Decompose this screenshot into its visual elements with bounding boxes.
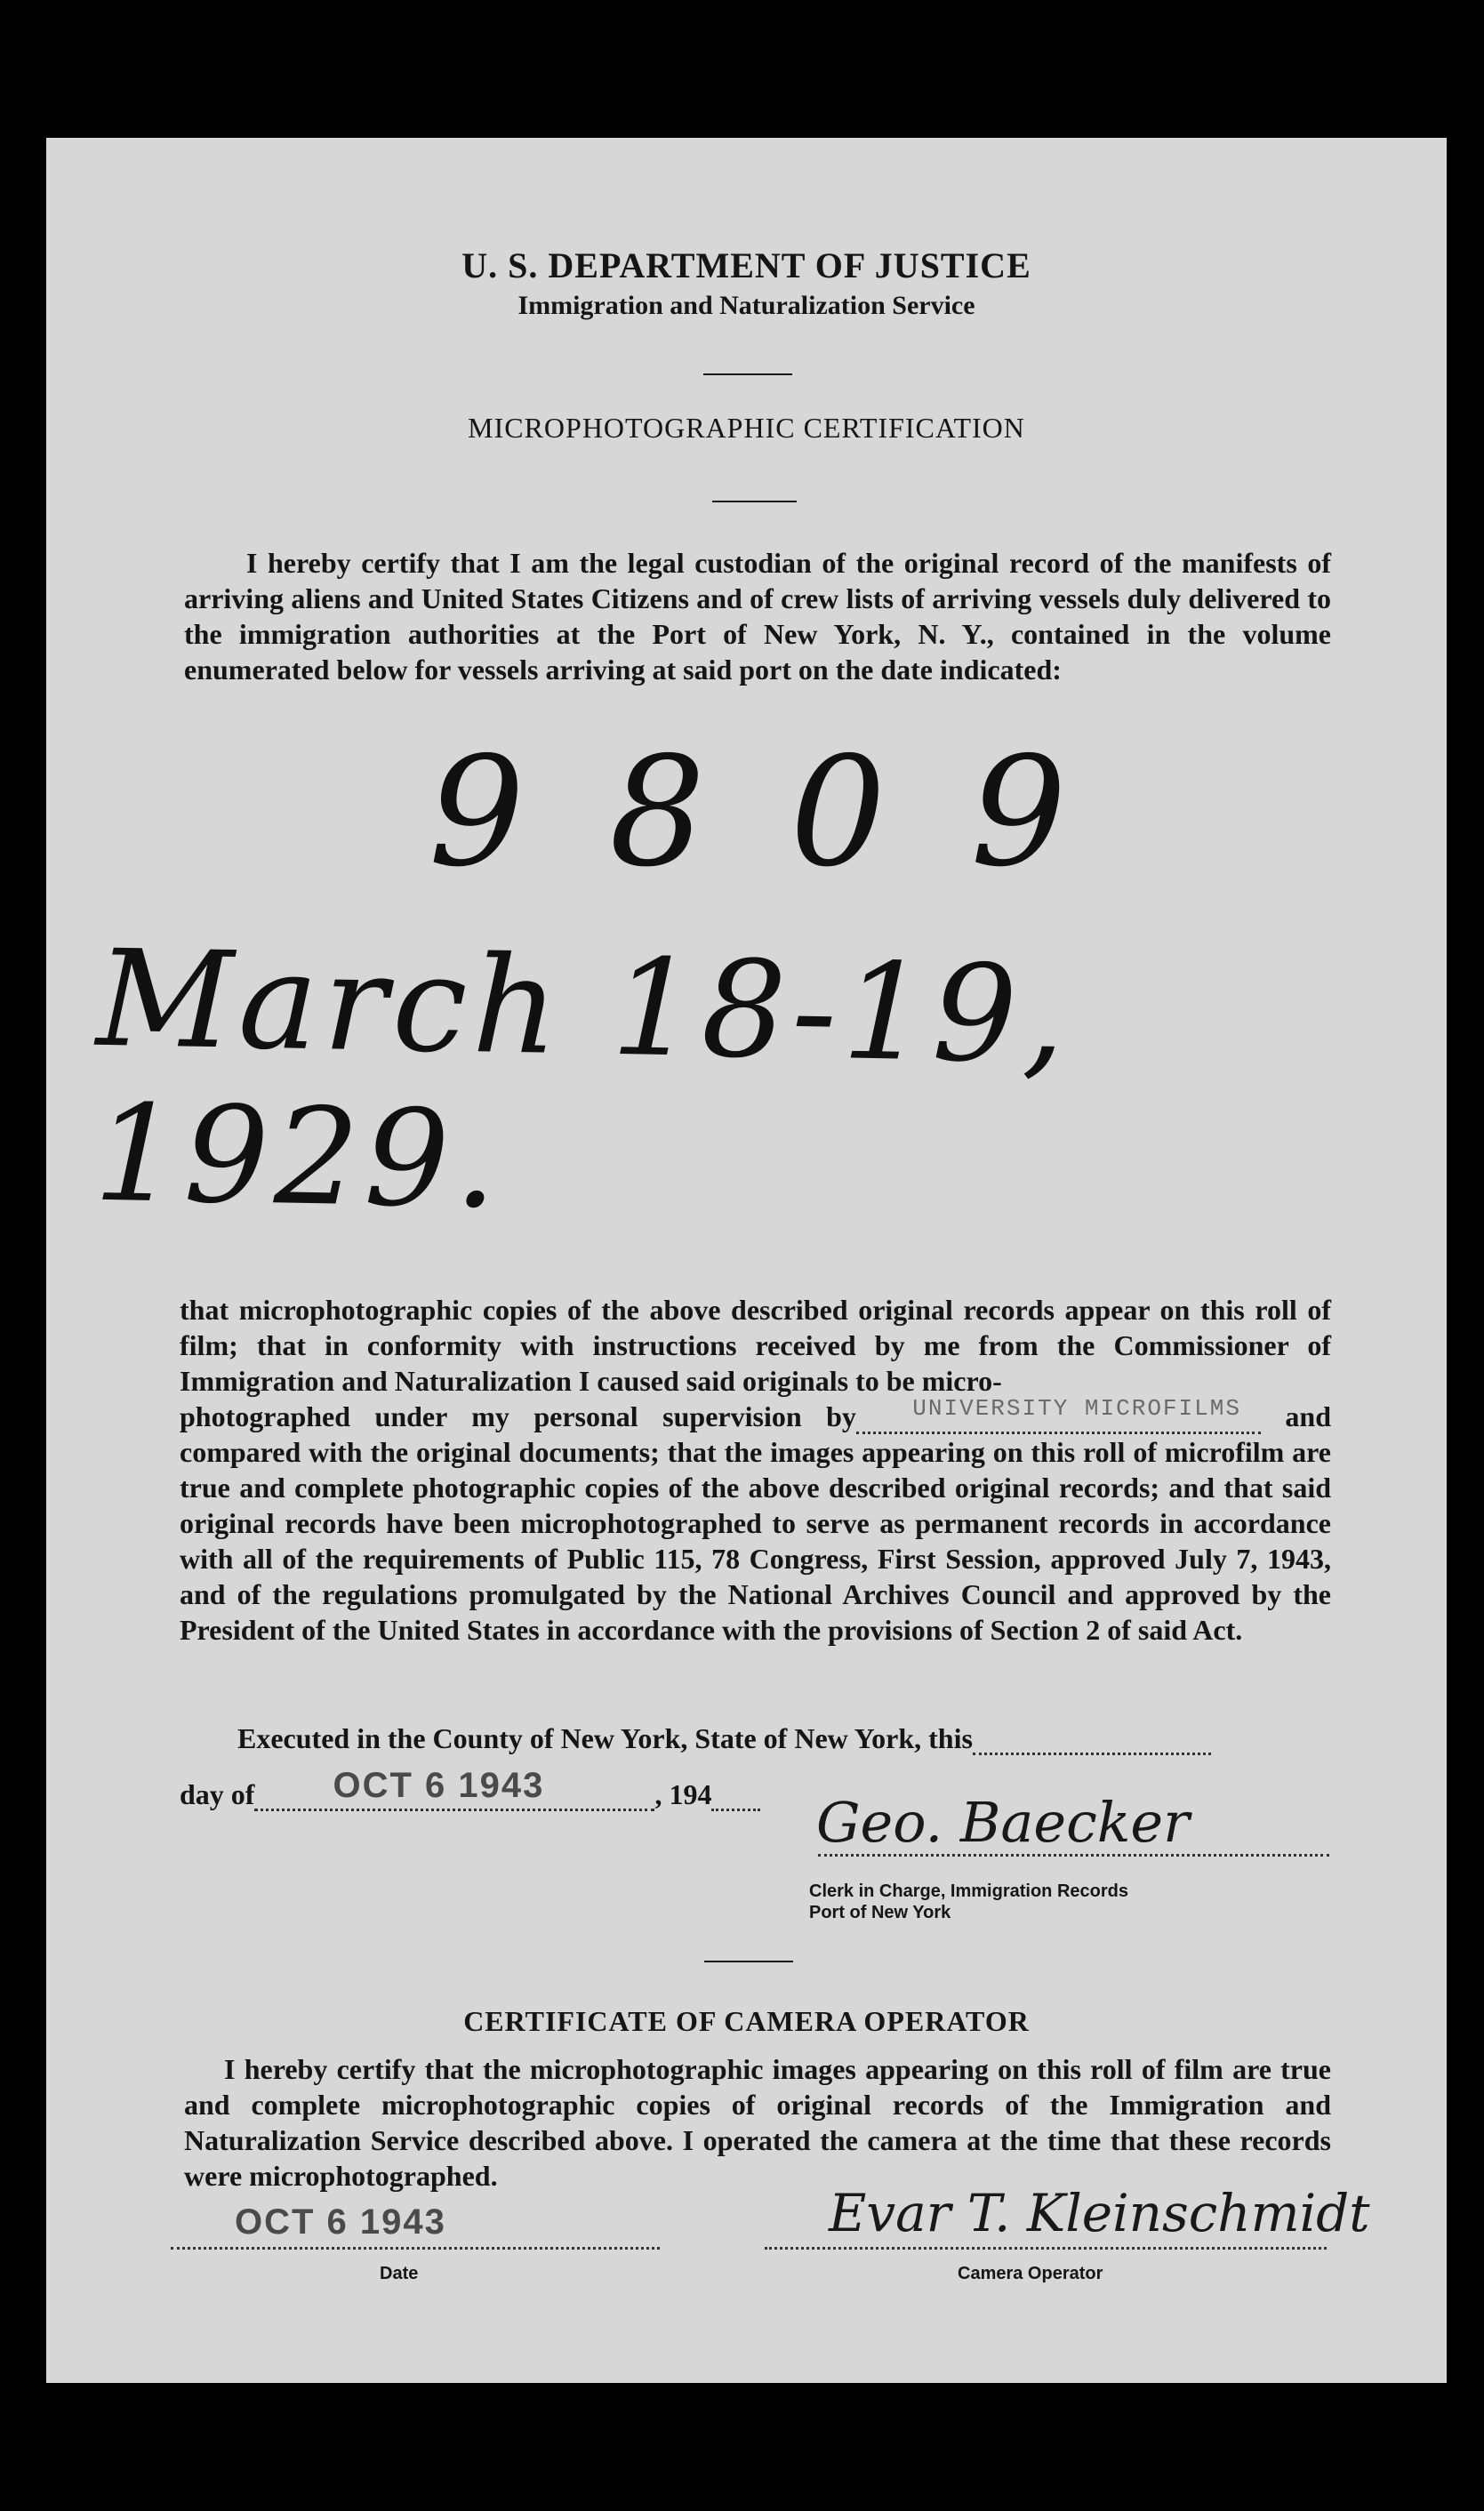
day-of-line — [180, 1766, 760, 1811]
clerk-signature: Geo. Baecker — [816, 1790, 1190, 1855]
camera-certificate-paragraph: I hereby certify that the microphotographic images appearing on this roll of film are true and complete microphotographic copies of original records of the Immigration and Naturalization Service described above. I operated the camera at the time that these records were microphotographed. — [184, 2053, 1331, 2192]
clerk-signature-line — [818, 1854, 1329, 1857]
day-of-label: day of — [180, 1778, 255, 1810]
date-signature-line — [171, 2247, 660, 2250]
certificate-page — [46, 138, 1447, 2383]
day-of-field — [254, 1766, 654, 1811]
clerk-title-line2: Port of New York — [809, 1903, 951, 1922]
camera-operator-signature: Evar T. Kleinschmidt — [829, 2183, 1370, 2243]
handwritten-date-range: March 18-19, 1929. — [92, 921, 1072, 1239]
microfilm-paragraph-rest: and compared with the original documents; that the images appearing on this roll of microfilm are true and complete photographic copies of the above described original records; and that said original records have been microphotographed to serve as permanent records in accordance with all of the requirements of Public 115, 78 Congress, First Session, approved July 7, 1943, and of the regulations promulgated by the National Archives Council and approved by the President of the United States in accordance with the provisions of Section 2 of said Act. — [180, 1400, 1332, 1646]
typed-company-name: UNIVERSITY MICROFILMS — [912, 1395, 1241, 1422]
camera-operator-label: Camera Operator — [958, 2264, 1103, 2283]
stamp-date-camera: OCT 6 1943 — [235, 2202, 446, 2242]
executed-text: Executed in the County of New York, State of New York, this — [237, 1722, 973, 1754]
stamp-date-execution: OCT 6 1943 — [333, 1766, 545, 1805]
operator-signature-line — [765, 2247, 1327, 2250]
camera-certificate-title: CERTIFICATE OF CAMERA OPERATOR — [463, 2005, 1030, 2037]
certification-title: MICROPHOTOGRAPHIC CERTIFICATION — [468, 412, 1025, 444]
year-text: , 194 — [654, 1778, 712, 1810]
department-title: U. S. DEPARTMENT OF JUSTICE — [461, 245, 1031, 285]
supervision-field — [856, 1395, 1261, 1434]
clerk-title — [809, 1881, 1128, 1923]
microfilm-paragraph-line1: that microphotographic copies of the above described original records appear on this roll of film; that in conformity with instructions received by me from the Commissioner of Immigration and Naturalization I caused said originals to be micro- — [180, 1294, 1331, 1397]
executed-line — [237, 1722, 1211, 1755]
divider-top — [703, 373, 792, 375]
divider-camera — [704, 1961, 793, 1962]
handwritten-volume-number: 9809 — [429, 725, 1151, 901]
clerk-title-line1: Clerk in Charge, Immigration Records — [809, 1881, 1128, 1901]
executed-day-field — [973, 1726, 1211, 1755]
divider-second — [712, 501, 797, 502]
supervision-prefix: photographed under my personal supervision by — [180, 1400, 856, 1432]
custodian-paragraph: I hereby certify that I am the legal custodian of the original record of the manifests of arriving aliens and United States Citizens and of crew lists of arriving vessels duly delivered to the immigration authorities at the Port of New York, N. Y., contained in the volume enumerated below for vessels arriving at said port on the date indicated: — [184, 547, 1331, 686]
year-field — [711, 1782, 760, 1811]
service-subtitle: Immigration and Naturalization Service — [517, 291, 975, 320]
date-label: Date — [380, 2264, 419, 2283]
microfilm-paragraph — [180, 1292, 1331, 1648]
